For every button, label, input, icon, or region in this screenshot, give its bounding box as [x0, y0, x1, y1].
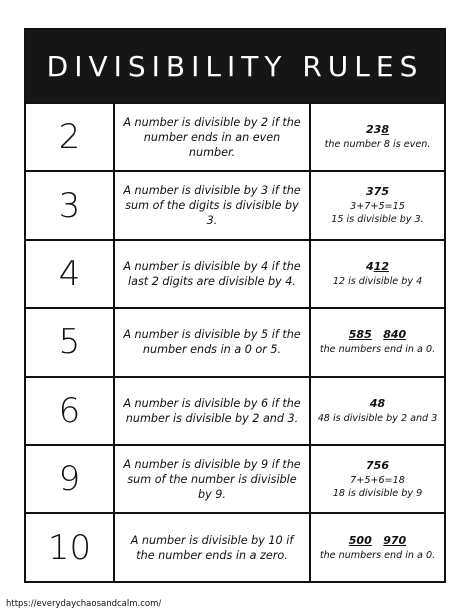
- divisor-number: 6: [26, 378, 115, 444]
- rule-row-6: [26, 376, 444, 444]
- divisor-number: 5: [26, 309, 115, 375]
- rule-text: A number is divisible by 5 if the number ends in a 0 or 5.: [115, 309, 311, 375]
- example-number: 48: [369, 396, 386, 410]
- example-line: the numbers end in a 0.: [319, 344, 436, 356]
- rule-text: A number is divisible by 2 if the number ends in an even number.: [115, 104, 311, 170]
- rule-row-4: [26, 239, 444, 307]
- example-number: 756: [366, 458, 389, 472]
- rule-row-9: [26, 444, 444, 512]
- divisor-number: 4: [26, 241, 115, 307]
- example-cell: [311, 104, 444, 170]
- example-number: 500 970: [348, 533, 407, 547]
- rule-text: A number is divisible by 3 if the sum of the digits is divisible by 3.: [115, 172, 311, 238]
- example-number: 412: [366, 259, 389, 273]
- example-cell: [311, 172, 444, 238]
- page-title: DIVISIBILITY RULES: [26, 30, 444, 102]
- rule-row-2: [26, 102, 444, 170]
- example-number: 238: [366, 123, 389, 137]
- example-line: 12 is divisible by 4: [332, 275, 423, 287]
- rule-row-5: [26, 307, 444, 375]
- divisor-number: 2: [26, 104, 115, 170]
- example-number: 375: [366, 185, 389, 199]
- example-cell: [311, 309, 444, 375]
- rule-text: A number is divisible by 6 if the number is divisible by 2 and 3.: [115, 378, 311, 444]
- rule-row-10: [26, 512, 444, 580]
- example-line: 3+7+5=15: [350, 201, 405, 213]
- example-line: the number 8 is even.: [324, 139, 431, 151]
- rule-row-3: [26, 170, 444, 238]
- example-line: 7+5+6=18: [350, 474, 405, 486]
- divisor-number: 3: [26, 172, 115, 238]
- example-cell: [311, 378, 444, 444]
- example-line: 18 is divisible by 9: [332, 487, 423, 499]
- rule-text: A number is divisible by 9 if the sum of the number is divisible by 9.: [115, 446, 311, 512]
- example-number: 585 840: [348, 328, 407, 342]
- example-line: the numbers end in a 0.: [319, 549, 436, 561]
- rule-text: A number is divisible by 4 if the last 2 digits are divisible by 4.: [115, 241, 311, 307]
- example-line: 15 is divisible by 3.: [331, 214, 424, 226]
- source-url: https://everydaychaosandcalm.com/: [6, 599, 162, 609]
- divisor-number: 9: [26, 446, 115, 512]
- divisibility-chart: [24, 28, 446, 583]
- divisor-number: 10: [26, 514, 115, 580]
- example-cell: [311, 446, 444, 512]
- example-line: 48 is divisible by 2 and 3: [317, 412, 438, 424]
- example-cell: [311, 241, 444, 307]
- rule-text: A number is divisible by 10 if the number ends in a zero.: [115, 514, 311, 580]
- example-cell: [311, 514, 444, 580]
